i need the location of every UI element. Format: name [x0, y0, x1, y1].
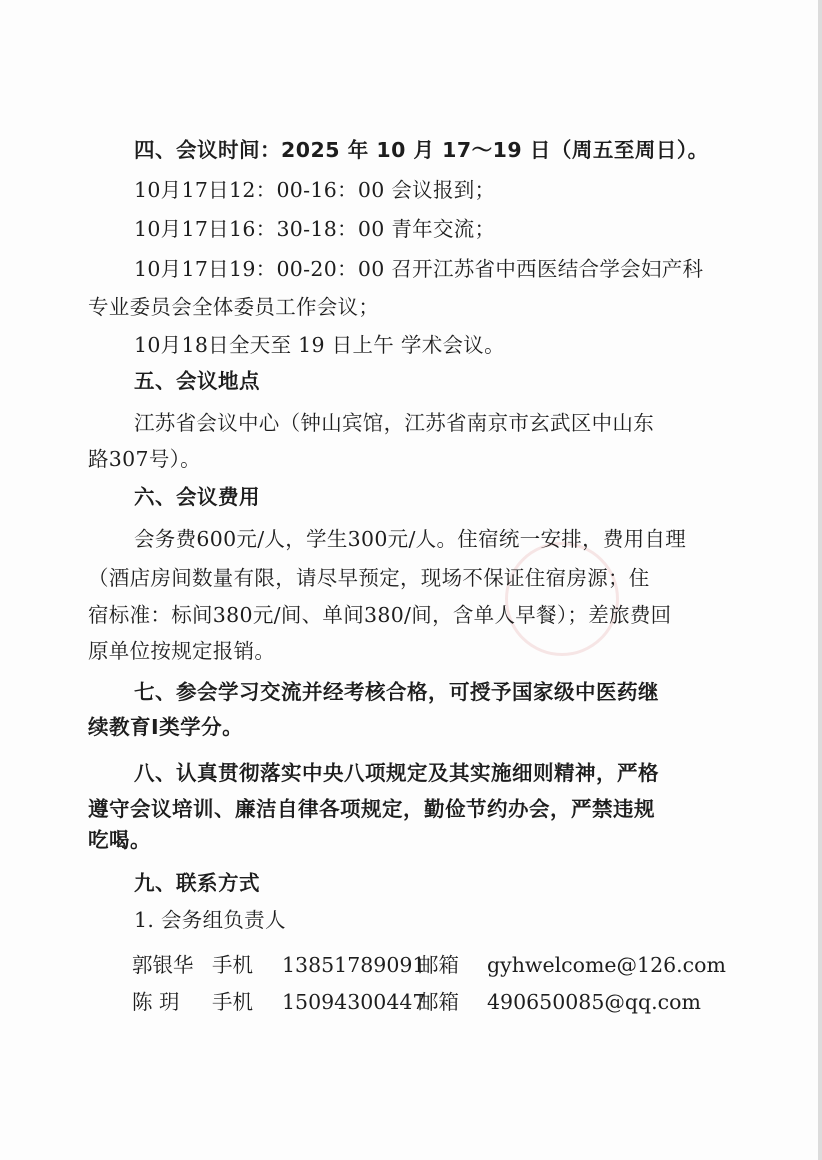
- schedule-item-4: 10月18日全天至 19 日上午 学术会议。: [134, 333, 505, 357]
- section-8-line-1: 八、认真贯彻落实中央八项规定及其实施细则精神，严格: [134, 761, 659, 785]
- email-address: 490650085@qq.com: [487, 990, 701, 1014]
- schedule-item-3-continued: 专业委员会全体委员工作会议；: [88, 295, 380, 319]
- email-label: 邮箱: [418, 990, 459, 1014]
- contact-row: [132, 951, 726, 979]
- section-9-heading: 九、联系方式: [134, 871, 260, 895]
- fee-line-3: 宿标准：标间380元/间、单间380/间，含单人早餐）；差旅费回: [88, 603, 672, 627]
- contact-name: 陈 玥: [132, 990, 180, 1014]
- section-7-line-1: 七、参会学习交流并经考核合格，可授予国家级中医药继: [134, 680, 659, 704]
- mobile-number: 15094300447: [282, 990, 426, 1014]
- fee-line-2: （酒店房间数量有限，请尽早预定，现场不保证住宿房源；住: [88, 566, 650, 590]
- section-8-line-2: 遵守会议培训、廉洁自律各项规定，勤俭节约办会，严禁违规: [88, 797, 655, 821]
- contact-group-heading: 1. 会务组负责人: [134, 908, 286, 932]
- schedule-item-2: 10月17日16：30-18：00 青年交流；: [134, 217, 496, 241]
- schedule-item-1: 10月17日12：00-16：00 会议报到；: [134, 178, 496, 202]
- mobile-label: 手机: [212, 953, 253, 977]
- section-7-line-2: 续教育Ⅰ类学分。: [88, 715, 244, 739]
- email-address: gyhwelcome@126.com: [487, 953, 726, 977]
- official-seal-mark: [505, 542, 619, 656]
- section-8-line-3: 吃喝。: [88, 828, 151, 852]
- contact-row: [132, 988, 712, 1016]
- mobile-label: 手机: [212, 990, 253, 1014]
- section-5-heading: 五、会议地点: [134, 369, 260, 393]
- scan-edge: [818, 0, 822, 1160]
- fee-line-4: 原单位按规定报销。: [88, 639, 276, 663]
- venue-line-2: 路307号）。: [88, 447, 201, 471]
- schedule-item-3: 10月17日19：00-20：00 召开江苏省中西医结合学会妇产科: [134, 257, 704, 281]
- fee-line-1: 会务费600元/人，学生300元/人。住宿统一安排，费用自理: [134, 527, 687, 551]
- email-label: 邮箱: [418, 953, 459, 977]
- venue-line-1: 江苏省会议中心（钟山宾馆，江苏省南京市玄武区中山东: [134, 411, 654, 435]
- contact-name: 郭银华: [132, 953, 194, 977]
- section-6-heading: 六、会议费用: [134, 485, 260, 509]
- mobile-number: 13851789091: [282, 953, 426, 977]
- section-4-heading: 四、会议时间：2025 年 10 月 17～19 日（周五至周日）。: [134, 138, 709, 162]
